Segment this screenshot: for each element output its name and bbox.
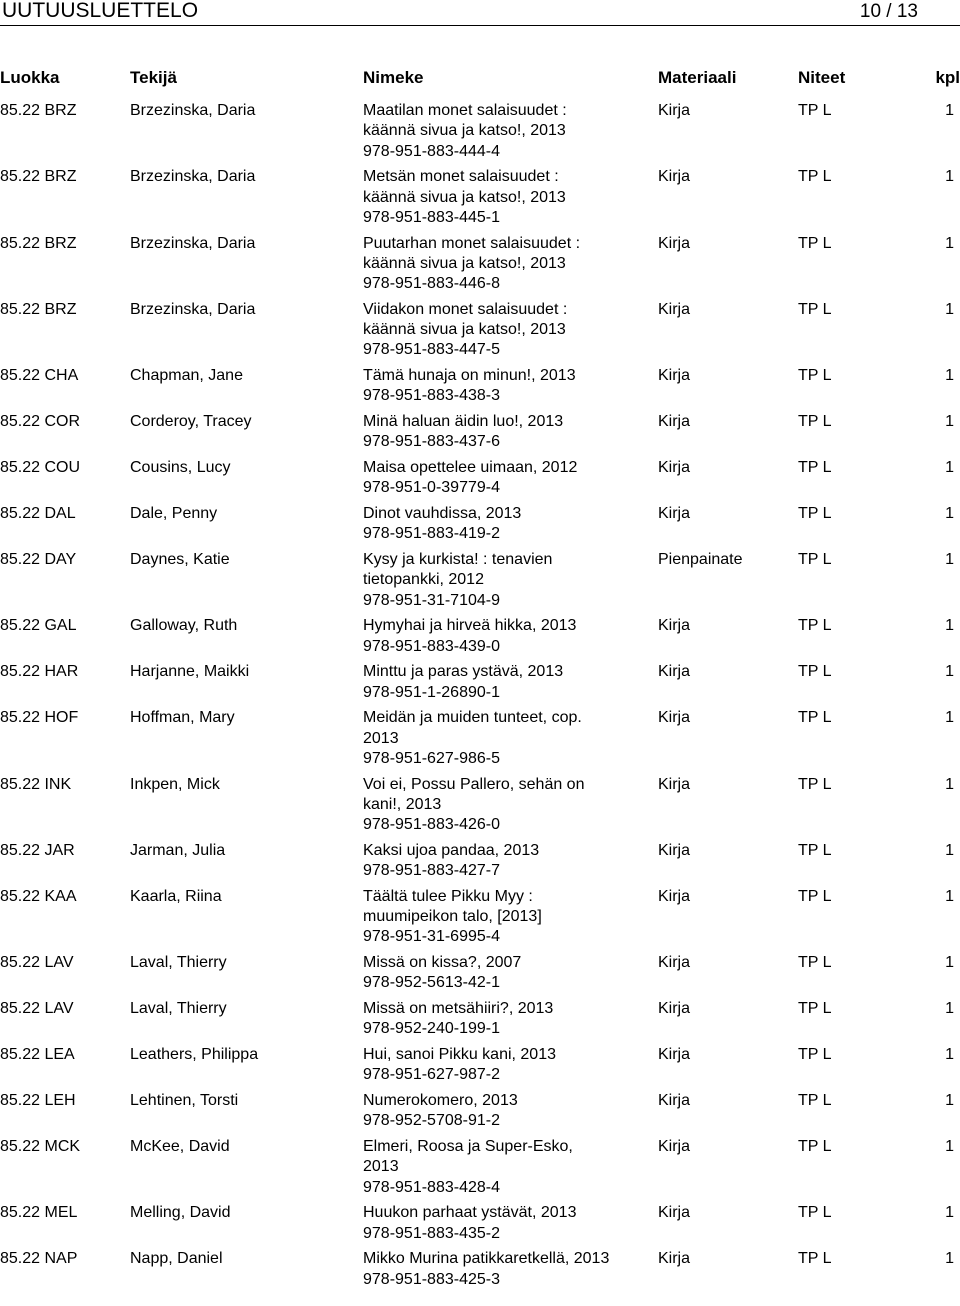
tekija-cell: Jarman, Julia (130, 841, 226, 859)
title-line: käännä sivua ja katso!, 2013 (363, 122, 566, 140)
list-item (0, 662, 960, 703)
nimeke-cell (363, 366, 653, 407)
isbn-line: 978-951-883-439-0 (363, 637, 500, 655)
materiaali-cell: Kirja (658, 1204, 691, 1222)
catalog-list (0, 101, 960, 1295)
tekija-cell: Inkpen, Mick (130, 775, 220, 793)
niteet-cell: TP L (798, 168, 832, 186)
luokka-cell: 85.22 DAL (0, 505, 76, 523)
niteet-cell: TP L (798, 954, 832, 972)
niteet-cell: TP L (798, 617, 832, 635)
luokka-cell: 85.22 BRZ (0, 102, 77, 119)
tekija-cell: Leathers, Philippa (130, 1046, 259, 1064)
title-line: Hymyhai ja hirveä hikka, 2013 (363, 617, 577, 635)
title-line: tietopankki, 2012 (363, 571, 484, 589)
kpl-cell: 1 (945, 709, 954, 727)
list-item (0, 101, 960, 162)
isbn-line: 978-952-5708-91-2 (363, 1112, 500, 1130)
column-header-kpl: kpl (935, 68, 960, 87)
tekija-cell: Laval, Thierry (130, 1000, 227, 1018)
kpl-cell: 1 (945, 505, 954, 523)
materiaali-cell: Kirja (658, 168, 691, 186)
kpl-cell: 1 (945, 617, 954, 635)
title-line: muumipeikon talo, [2013] (363, 908, 542, 926)
title-line: käännä sivua ja katso!, 2013 (363, 188, 566, 206)
niteet-cell: TP L (798, 1000, 832, 1018)
materiaali-cell: Kirja (658, 300, 691, 318)
list-item (0, 1249, 960, 1290)
list-item (0, 708, 960, 769)
list-item (0, 841, 960, 882)
list-item (0, 616, 960, 657)
nimeke-cell (363, 775, 653, 836)
tekija-cell: Daynes, Katie (130, 551, 230, 569)
nimeke-cell (363, 1249, 653, 1290)
niteet-cell: TP L (798, 367, 832, 385)
niteet-cell: TP L (798, 887, 832, 905)
title-line: Maisa opettelee uimaan, 2012 (363, 459, 578, 477)
list-item (0, 550, 960, 611)
list-item (0, 458, 960, 499)
tekija-cell: Galloway, Ruth (130, 617, 238, 635)
list-item (0, 1091, 960, 1132)
niteet-cell: TP L (798, 300, 832, 318)
page-header (0, 0, 960, 26)
nimeke-cell (363, 841, 653, 882)
title-line: Minä haluan äidin luo!, 2013 (363, 413, 564, 431)
materiaali-cell: Kirja (658, 887, 691, 905)
kpl-cell: 1 (945, 1250, 954, 1268)
kpl-cell: 1 (945, 168, 954, 186)
isbn-line: 978-951-883-428-4 (363, 1178, 500, 1196)
nimeke-cell (363, 300, 653, 361)
isbn-line: 978-951-627-986-5 (363, 749, 500, 767)
isbn-line: 978-951-1-26890-1 (363, 683, 500, 701)
kpl-cell: 1 (945, 887, 954, 905)
title-line: kani!, 2013 (363, 795, 442, 813)
nimeke-cell (363, 708, 653, 769)
title-line: Kaksi ujoa pandaa, 2013 (363, 841, 540, 859)
nimeke-cell (363, 101, 653, 162)
isbn-line: 978-951-883-419-2 (363, 525, 500, 543)
niteet-cell: TP L (798, 234, 832, 252)
list-item (0, 1203, 960, 1244)
luokka-cell: 85.22 INK (0, 775, 72, 793)
isbn-line: 978-951-883-427-7 (363, 862, 500, 880)
luokka-cell: 85.22 KAA (0, 887, 77, 905)
list-item (0, 887, 960, 948)
isbn-line: 978-951-883-435-2 (363, 1224, 500, 1242)
luokka-cell: 85.22 LEH (0, 1092, 76, 1110)
luokka-cell: 85.22 BRZ (0, 300, 77, 318)
luokka-cell: 85.22 LEA (0, 1046, 75, 1064)
title-line: Missä on metsähiiri?, 2013 (363, 1000, 554, 1018)
isbn-line: 978-951-883-446-8 (363, 275, 500, 293)
luokka-cell: 85.22 BRZ (0, 168, 77, 186)
title-line: Metsän monet salaisuudet : (363, 168, 559, 186)
kpl-cell: 1 (945, 1138, 954, 1156)
document-title: UUTUUSLUETTELO (2, 0, 199, 22)
isbn-line: 978-951-0-39779-4 (363, 479, 500, 497)
title-line: Täältä tulee Pikku Myy : (363, 887, 533, 905)
kpl-cell: 1 (945, 1046, 954, 1064)
isbn-line: 978-951-883-445-1 (363, 208, 500, 226)
niteet-cell: TP L (798, 841, 832, 859)
title-line: Voi ei, Possu Pallero, sehän on (363, 775, 585, 793)
title-line: Huukon parhaat ystävät, 2013 (363, 1204, 577, 1222)
nimeke-cell (363, 953, 653, 994)
title-line: Missä on kissa?, 2007 (363, 954, 522, 972)
niteet-cell: TP L (798, 1204, 832, 1222)
kpl-cell: 1 (945, 1092, 954, 1110)
nimeke-cell (363, 616, 653, 657)
title-line: Tämä hunaja on minun!, 2013 (363, 367, 576, 385)
materiaali-cell: Kirja (658, 617, 691, 635)
nimeke-cell (363, 412, 653, 453)
kpl-cell: 1 (945, 775, 954, 793)
niteet-cell: TP L (798, 505, 832, 523)
title-line: 2013 (363, 729, 399, 747)
luokka-cell: 85.22 COR (0, 413, 81, 431)
isbn-line: 978-951-883-425-3 (363, 1270, 500, 1288)
luokka-cell: 85.22 HOF (0, 709, 79, 727)
kpl-cell: 1 (945, 663, 954, 681)
column-header-niteet: Niteet (798, 68, 846, 87)
isbn-line: 978-951-883-444-4 (363, 142, 500, 160)
tekija-cell: Hoffman, Mary (130, 709, 235, 727)
luokka-cell: 85.22 CHA (0, 367, 79, 385)
tekija-cell: Cousins, Lucy (130, 459, 231, 477)
materiaali-cell: Kirja (658, 663, 691, 681)
title-line: Kysy ja kurkista! : tenavien (363, 551, 553, 569)
luokka-cell: 85.22 DAY (0, 551, 77, 569)
niteet-cell: TP L (798, 775, 832, 793)
luokka-cell: 85.22 MEL (0, 1204, 78, 1222)
nimeke-cell (363, 662, 653, 703)
list-item (0, 999, 960, 1040)
tekija-cell: Brzezinska, Daria (130, 234, 256, 252)
list-item (0, 1045, 960, 1086)
nimeke-cell (363, 550, 653, 611)
luokka-cell: 85.22 BRZ (0, 234, 77, 252)
list-item (0, 167, 960, 228)
nimeke-cell (363, 234, 653, 295)
luokka-cell: 85.22 HAR (0, 663, 79, 681)
nimeke-cell (363, 167, 653, 228)
title-line: Meidän ja muiden tunteet, cop. (363, 709, 582, 727)
materiaali-cell: Kirja (658, 367, 691, 385)
kpl-cell: 1 (945, 367, 954, 385)
tekija-cell: Kaarla, Riina (130, 887, 222, 905)
materiaali-cell: Kirja (658, 1000, 691, 1018)
materiaali-cell: Pienpainate (658, 551, 743, 569)
isbn-line: 978-952-5613-42-1 (363, 974, 500, 992)
nimeke-cell (363, 1137, 653, 1198)
niteet-cell: TP L (798, 413, 832, 431)
kpl-cell: 1 (945, 300, 954, 318)
tekija-cell: Laval, Thierry (130, 954, 227, 972)
column-header-materiaali: Materiaali (658, 68, 737, 87)
kpl-cell: 1 (945, 841, 954, 859)
kpl-cell: 1 (945, 413, 954, 431)
luokka-cell: 85.22 NAP (0, 1250, 78, 1268)
nimeke-cell (363, 999, 653, 1040)
nimeke-cell (363, 1045, 653, 1086)
list-item (0, 234, 960, 295)
isbn-line: 978-951-883-437-6 (363, 433, 500, 451)
list-item (0, 953, 960, 994)
tekija-cell: Harjanne, Maikki (130, 663, 250, 681)
niteet-cell: TP L (798, 459, 832, 477)
tekija-cell: Dale, Penny (130, 505, 218, 523)
niteet-cell: TP L (798, 1250, 832, 1268)
niteet-cell: TP L (798, 1092, 832, 1110)
kpl-cell: 1 (945, 954, 954, 972)
list-item (0, 366, 960, 407)
niteet-cell: TP L (798, 1138, 832, 1156)
tekija-cell: Napp, Daniel (130, 1250, 223, 1268)
nimeke-cell (363, 458, 653, 499)
column-header-tekija: Tekijä (130, 68, 177, 87)
column-headers (0, 67, 960, 89)
luokka-cell: 85.22 LAV (0, 1000, 74, 1018)
materiaali-cell: Kirja (658, 954, 691, 972)
luokka-cell: 85.22 LAV (0, 954, 74, 972)
tekija-cell: Chapman, Jane (130, 367, 243, 385)
materiaali-cell: Kirja (658, 1138, 691, 1156)
title-line: Hui, sanoi Pikku kani, 2013 (363, 1046, 556, 1064)
tekija-cell: Brzezinska, Daria (130, 102, 256, 119)
materiaali-cell: Kirja (658, 459, 691, 477)
kpl-cell: 1 (945, 102, 954, 119)
tekija-cell: Brzezinska, Daria (130, 168, 256, 186)
title-line: Elmeri, Roosa ja Super-Esko, (363, 1138, 573, 1156)
title-line: Puutarhan monet salaisuudet : (363, 234, 581, 252)
tekija-cell: Melling, David (130, 1204, 231, 1222)
page-number: 10 / 13 (859, 1, 918, 22)
title-line: Minttu ja paras ystävä, 2013 (363, 663, 564, 681)
materiaali-cell: Kirja (658, 102, 691, 119)
isbn-line: 978-951-31-7104-9 (363, 591, 500, 609)
kpl-cell: 1 (945, 1000, 954, 1018)
materiaali-cell: Kirja (658, 234, 691, 252)
nimeke-cell (363, 887, 653, 948)
luokka-cell: 85.22 JAR (0, 841, 75, 859)
title-line: Mikko Murina patikkaretkellä, 2013 (363, 1250, 610, 1268)
tekija-cell: Lehtinen, Torsti (130, 1092, 239, 1110)
list-item (0, 1137, 960, 1198)
list-item (0, 412, 960, 453)
materiaali-cell: Kirja (658, 1046, 691, 1064)
luokka-cell: 85.22 COU (0, 459, 81, 477)
kpl-cell: 1 (945, 234, 954, 252)
materiaali-cell: Kirja (658, 841, 691, 859)
luokka-cell: 85.22 GAL (0, 617, 77, 635)
niteet-cell: TP L (798, 551, 832, 569)
materiaali-cell: Kirja (658, 413, 691, 431)
isbn-line: 978-951-883-438-3 (363, 387, 500, 405)
isbn-line: 978-951-883-426-0 (363, 816, 500, 834)
title-line: Numerokomero, 2013 (363, 1092, 518, 1110)
isbn-line: 978-951-627-987-2 (363, 1066, 500, 1084)
nimeke-cell (363, 1203, 653, 1244)
niteet-cell: TP L (798, 709, 832, 727)
luokka-cell: 85.22 MCK (0, 1138, 81, 1156)
materiaali-cell: Kirja (658, 775, 691, 793)
materiaali-cell: Kirja (658, 709, 691, 727)
materiaali-cell: Kirja (658, 1092, 691, 1110)
nimeke-cell (363, 504, 653, 545)
tekija-cell: McKee, David (130, 1138, 230, 1156)
title-line: käännä sivua ja katso!, 2013 (363, 321, 566, 339)
list-item (0, 300, 960, 361)
tekija-cell: Corderoy, Tracey (130, 413, 252, 431)
materiaali-cell: Kirja (658, 505, 691, 523)
niteet-cell: TP L (798, 663, 832, 681)
tekija-cell: Brzezinska, Daria (130, 300, 256, 318)
header-rule (0, 25, 960, 26)
isbn-line: 978-952-240-199-1 (363, 1020, 500, 1038)
column-header-luokka: Luokka (0, 68, 60, 87)
title-line: Viidakon monet salaisuudet : (363, 300, 568, 318)
kpl-cell: 1 (945, 1204, 954, 1222)
list-item (0, 775, 960, 836)
list-item (0, 504, 960, 545)
materiaali-cell: Kirja (658, 1250, 691, 1268)
title-line: Maatilan monet salaisuudet : (363, 102, 567, 119)
nimeke-cell (363, 1091, 653, 1132)
isbn-line: 978-951-883-447-5 (363, 341, 500, 359)
title-line: 2013 (363, 1158, 399, 1176)
isbn-line: 978-951-31-6995-4 (363, 928, 500, 946)
title-line: käännä sivua ja katso!, 2013 (363, 254, 566, 272)
kpl-cell: 1 (945, 459, 954, 477)
kpl-cell: 1 (945, 551, 954, 569)
title-line: Dinot vauhdissa, 2013 (363, 505, 522, 523)
niteet-cell: TP L (798, 1046, 832, 1064)
column-header-nimeke: Nimeke (363, 68, 424, 87)
niteet-cell: TP L (798, 102, 832, 119)
